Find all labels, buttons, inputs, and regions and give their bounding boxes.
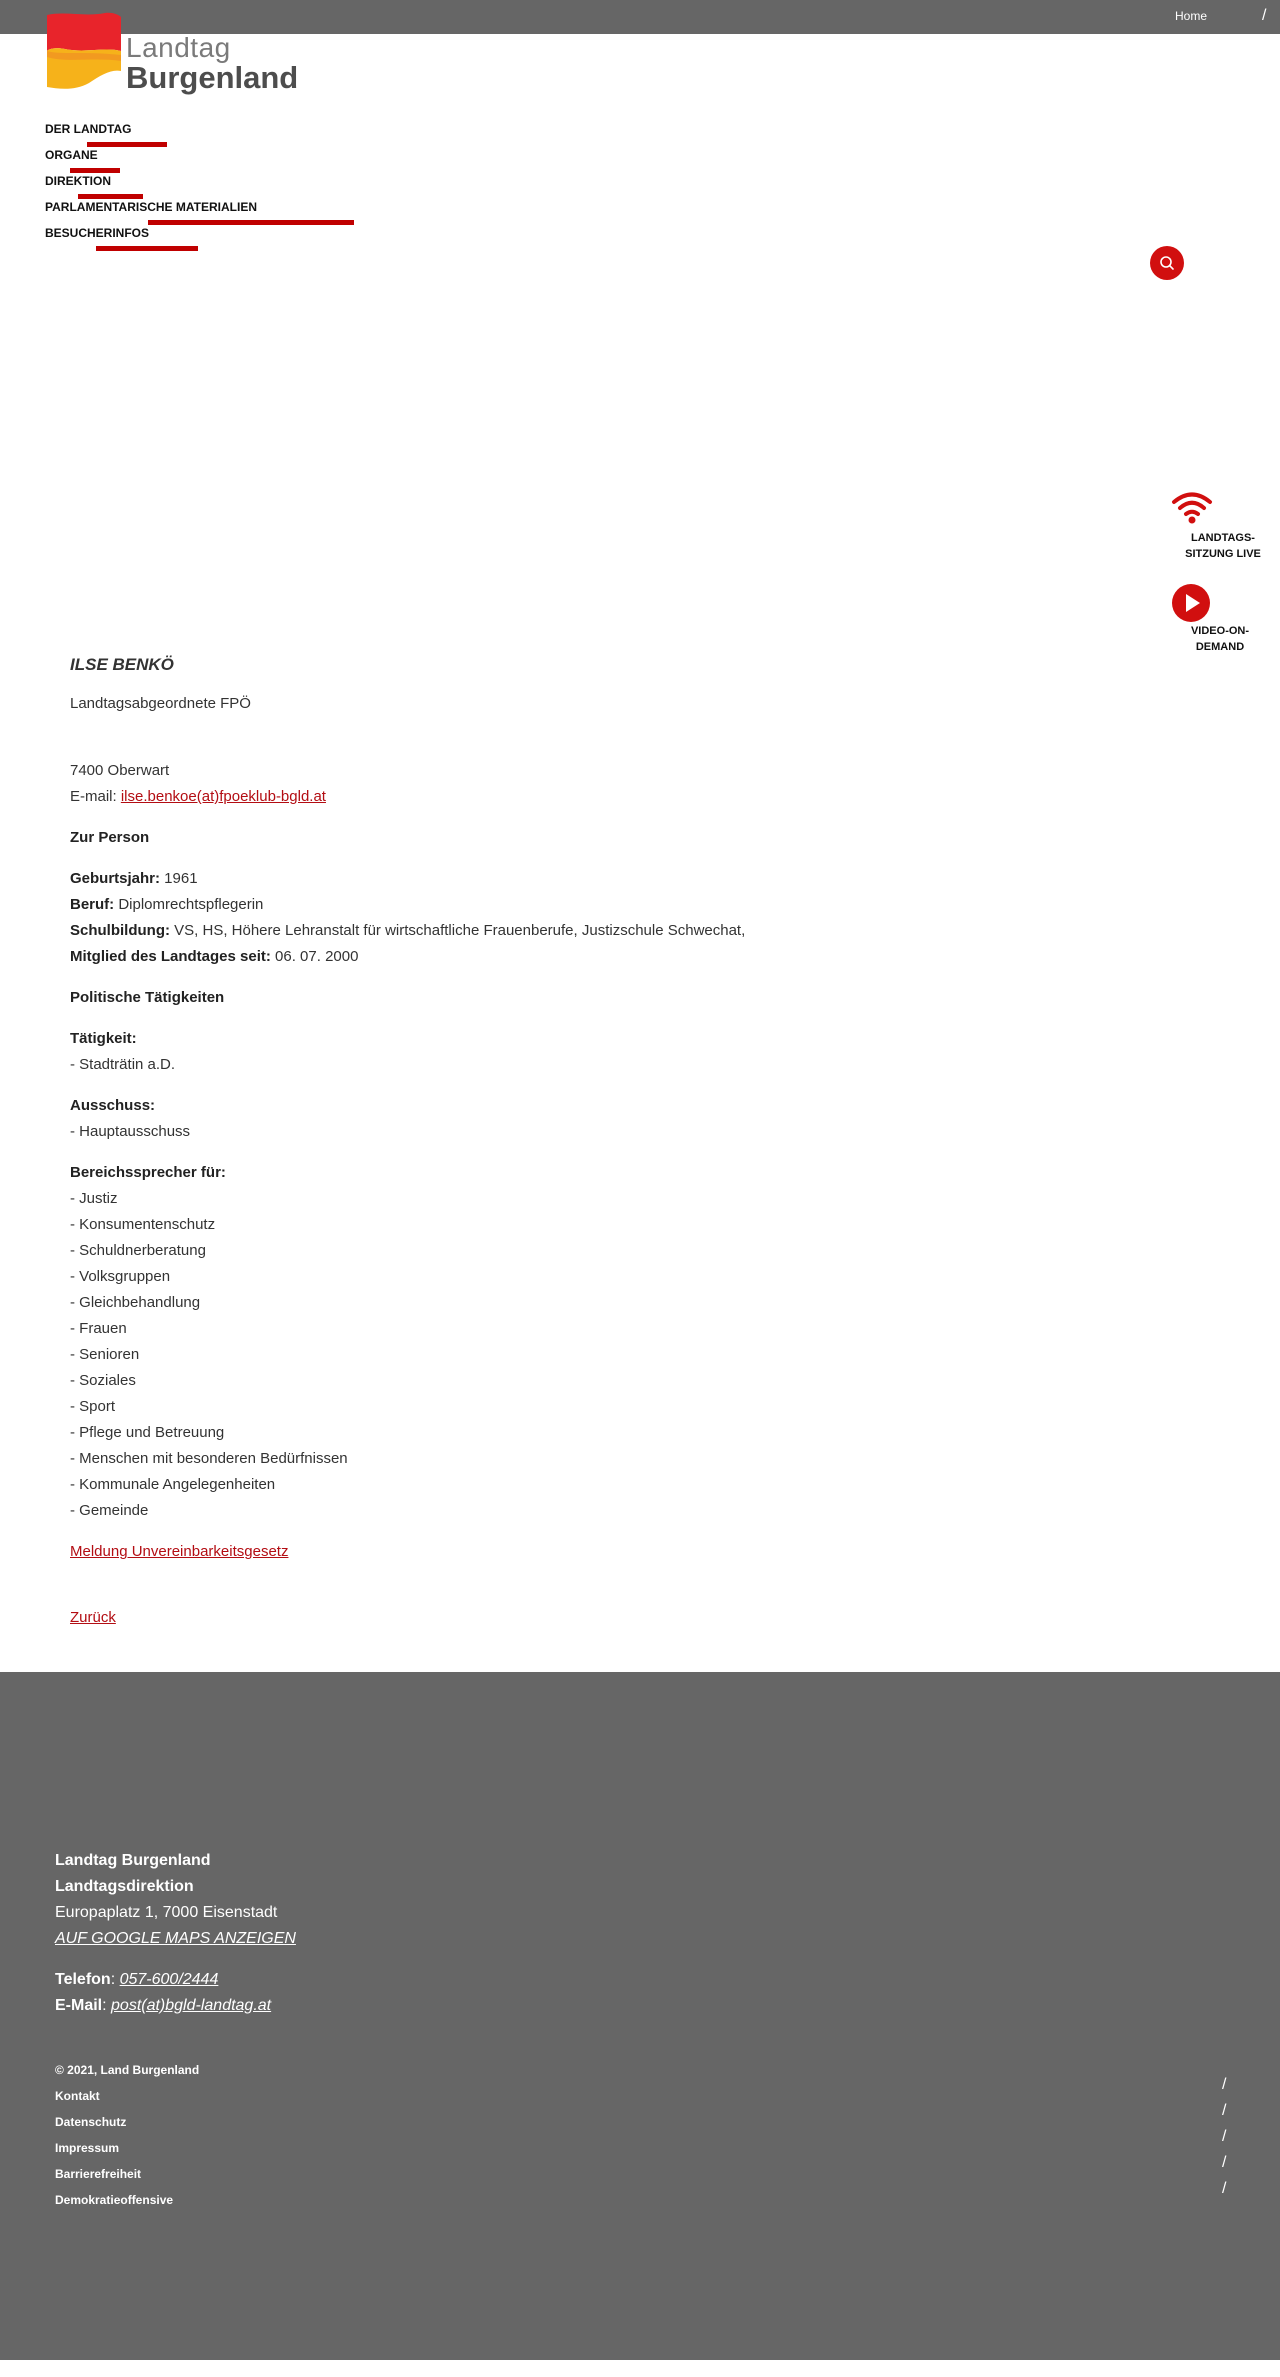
- nav-parlamentarische-materialien[interactable]: PARLAMENTARISCHE MATERIALIEN: [45, 200, 257, 214]
- school-row: [70, 922, 745, 939]
- phone-link[interactable]: 057-600/2444: [119, 1971, 219, 1988]
- birth-label: Geburtsjahr:: [70, 870, 161, 887]
- list-item: - Gemeinde: [70, 1502, 149, 1519]
- job-row: [70, 896, 263, 913]
- list-item: - Gleichbehandlung: [70, 1294, 201, 1311]
- nav-underline: [148, 220, 354, 225]
- home-link[interactable]: Home: [1175, 9, 1208, 23]
- email-link[interactable]: ilse.benkoe(at)fpoeklub-bgld.at: [120, 788, 326, 805]
- vod-label-line-1: VIDEO-ON-: [1190, 625, 1250, 637]
- section-politik-title: Politische Tätigkeiten: [70, 989, 225, 1006]
- job-label: Beruf:: [70, 896, 115, 913]
- school-value: VS, HS, Höhere Lehranstalt für wirtschaftliche Frauenberufe, Justizschule Schwechat,: [169, 922, 746, 939]
- person-city: 7400 Oberwart: [70, 762, 170, 779]
- nav-underline: [78, 194, 143, 199]
- back-link[interactable]: Zurück: [70, 1609, 116, 1626]
- email-label: E-mail:: [70, 788, 121, 805]
- list-item: - Konsumentenschutz: [70, 1216, 216, 1233]
- google-maps-link[interactable]: AUF GOOGLE MAPS ANZEIGEN: [55, 1930, 296, 1947]
- list-item: - Volksgruppen: [70, 1268, 171, 1285]
- school-label: Schulbildung:: [70, 922, 170, 939]
- live-label: [1178, 530, 1268, 562]
- list-item: - Menschen mit besonderen Bedürfnissen: [70, 1450, 348, 1467]
- wifi-icon: [1170, 490, 1214, 524]
- vod-label-line-2: DEMAND: [1195, 641, 1245, 653]
- nav-der-landtag[interactable]: DER LANDTAG: [45, 122, 132, 136]
- section-zur-person: [70, 829, 149, 846]
- footer-separator: /: [1222, 2128, 1227, 2145]
- copyright: © 2021, Land Burgenland: [55, 2063, 200, 2077]
- email-row: [70, 788, 326, 805]
- member-label: Mitglied des Landtages seit:: [70, 948, 271, 965]
- job-value: Diplomrechtspflegerin: [114, 896, 264, 913]
- committee-value: - Hauptausschuss: [70, 1123, 191, 1140]
- section-zur-person-title: Zur Person: [70, 829, 150, 846]
- footer: [0, 1672, 1280, 2360]
- footer-separator: /: [1222, 2154, 1227, 2171]
- spokes-label: Bereichssprecher für:: [70, 1164, 226, 1181]
- mail-link[interactable]: post(at)bgld-landtag.at: [111, 1997, 272, 2014]
- footer-org-2: Landtagsdirektion: [55, 1878, 194, 1895]
- list-item: - Soziales: [70, 1372, 136, 1389]
- incompatibility-link[interactable]: Meldung Unvereinbarkeitsgesetz: [70, 1543, 289, 1560]
- mail-label: E-Mail: [55, 1997, 103, 2014]
- footer-mail-row: E-Mail: post(at)bgld-landtag.at: [55, 1997, 272, 2014]
- list-item: - Justiz: [70, 1190, 118, 1207]
- footer-separator: /: [1222, 2076, 1227, 2093]
- list-item: - Frauen: [70, 1320, 127, 1337]
- footer-maps-row: [55, 1930, 296, 1948]
- site-logo[interactable]: [45, 11, 299, 101]
- footer-org-1: Landtag Burgenland: [55, 1852, 211, 1869]
- incompatibility-row: [70, 1543, 288, 1560]
- footer-link-barrierefreiheit[interactable]: Barrierefreiheit: [55, 2167, 142, 2181]
- nav-underline: [96, 246, 198, 251]
- member-row: [70, 948, 358, 965]
- section-politik: [70, 989, 224, 1006]
- flag-icon: [45, 11, 123, 91]
- footer-separator: /: [1222, 2102, 1227, 2119]
- activity-value: - Stadträtin a.D.: [70, 1056, 176, 1073]
- logo-line-2: Burgenland: [126, 60, 299, 95]
- person-name: ILSE BENKÖ: [70, 655, 174, 674]
- footer-link-datenschutz[interactable]: Datenschutz: [55, 2115, 127, 2129]
- birth-row: [70, 870, 198, 887]
- birth-value: 1961: [160, 870, 198, 887]
- activity-label-row: [70, 1030, 137, 1047]
- footer-link-impressum[interactable]: Impressum: [55, 2141, 120, 2155]
- back-row: [70, 1609, 116, 1626]
- top-separator: /: [1262, 7, 1267, 24]
- person-role: Landtagsabgeordnete FPÖ: [70, 695, 251, 712]
- footer-phone-row: Telefon: 057-600/2444: [55, 1971, 219, 1988]
- footer-separator: /: [1222, 2180, 1227, 2197]
- nav-underline: [70, 168, 120, 173]
- nav-direktion[interactable]: DIREKTION: [45, 174, 111, 188]
- live-label-line-2: SITZUNG LIVE: [1185, 548, 1261, 560]
- phone-label: Telefon: [55, 1971, 111, 1988]
- search-button[interactable]: [1150, 246, 1184, 280]
- nav-besucherinfos[interactable]: BESUCHERINFOS: [45, 226, 150, 240]
- footer-link-demokratieoffensive[interactable]: Demokratieoffensive: [55, 2193, 174, 2207]
- committee-label: Ausschuss:: [70, 1097, 156, 1114]
- activity-label: Tätigkeit:: [70, 1030, 137, 1047]
- list-item: - Kommunale Angelegenheiten: [70, 1476, 276, 1493]
- search-icon: [1159, 255, 1175, 271]
- list-item: - Schuldnerberatung: [70, 1242, 206, 1259]
- list-item: - Senioren: [70, 1346, 140, 1363]
- nav-organe[interactable]: ORGANE: [45, 148, 98, 162]
- live-label-line-1: LANDTAGS-: [1191, 532, 1255, 544]
- list-item: - Pflege und Betreuung: [70, 1424, 225, 1441]
- vod-label: [1185, 623, 1255, 655]
- footer-address: Europaplatz 1, 7000 Eisenstadt: [55, 1904, 278, 1921]
- nav-underline: [87, 142, 167, 147]
- footer-link-kontakt[interactable]: Kontakt: [55, 2089, 100, 2103]
- member-value: 06. 07. 2000: [270, 948, 359, 965]
- spokes-label-row: [70, 1164, 226, 1181]
- play-icon: [1171, 583, 1211, 623]
- list-item: - Sport: [70, 1398, 116, 1415]
- committee-label-row: [70, 1097, 155, 1114]
- bottom-strip: [0, 2360, 1280, 2377]
- logo-line-1: Landtag: [126, 32, 231, 63]
